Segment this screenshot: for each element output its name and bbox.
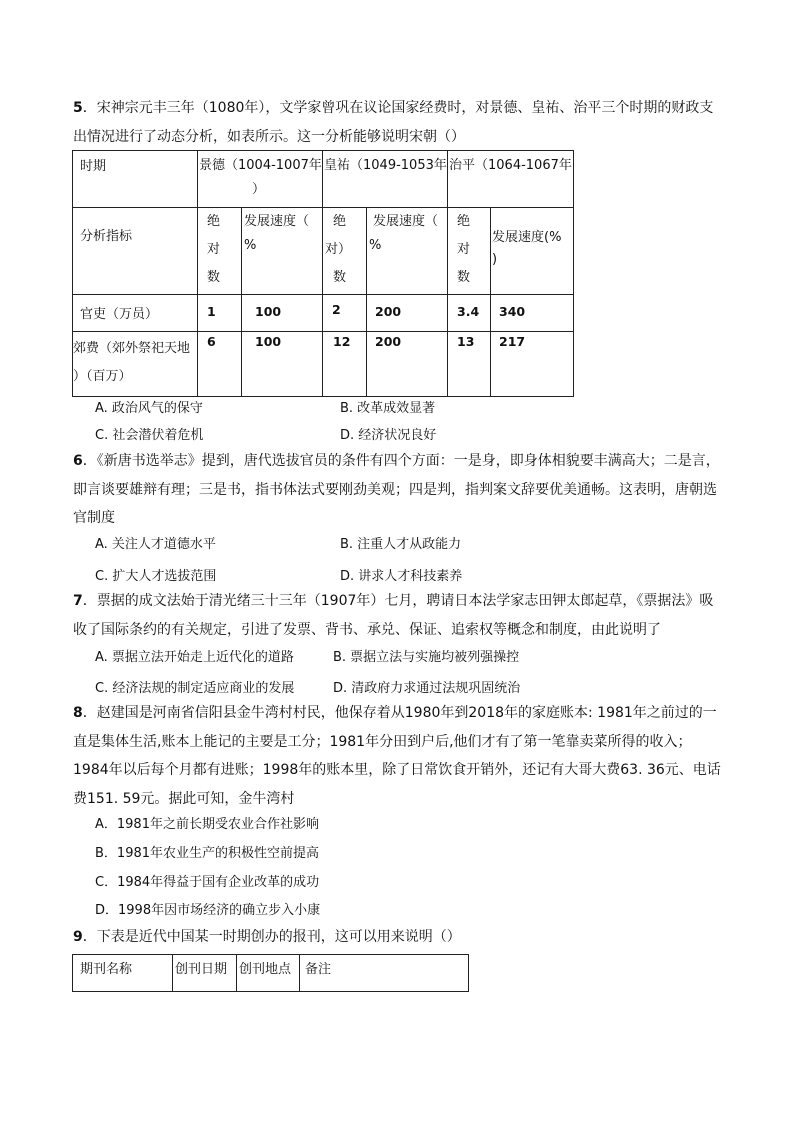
question-8-stem: ．赵建国是河南省信阳县金牛湾村村民，他保存着从1980年到2018年的家庭账本: 1981年之前过的一直是集体生活,账本上能记的主要是工分；1981年分田到户后,他们才有了第一笔靠卖菜所得的收入；1984年以后每个月都有进账；1998年的账本里，除了日常饮食开销外，还记有大哥大费63. 36元、电话费151. 59元。据此可知，金牛湾村 — [73, 705, 721, 807]
question-9-table — [72, 954, 469, 992]
table-cell — [242, 295, 323, 332]
table-header-cell — [173, 955, 237, 992]
q8-option-d[interactable]: D．1998年因市场经济的确立步入小康 — [95, 903, 321, 918]
row-label-sacrifice-1: 郊费（郊外祭祀天地 — [73, 341, 191, 356]
header-speed-pct-3: ) — [492, 252, 498, 267]
header-speed-pct-2: % — [369, 238, 382, 253]
table-cell — [491, 332, 574, 397]
header-abs2-2: 对） — [325, 242, 352, 257]
header-jingde: 景德（1004-1007年 — [199, 158, 322, 173]
table-header-cell — [448, 151, 574, 208]
header-speed-3: 发展速度(% — [492, 230, 562, 245]
q6-option-a[interactable]: A. 关注人才道德水平 — [95, 537, 216, 552]
header-founding-place: 创刊地点 — [239, 962, 292, 977]
header-abs3-1: 绝 — [457, 214, 471, 229]
header-founding-date: 创刊日期 — [175, 962, 228, 977]
header-abs3-2: 对 — [457, 242, 471, 257]
header-speed-1: 发展速度（ — [244, 214, 310, 229]
header-huangyou: 皇祐（1049-1053年 — [324, 158, 447, 173]
cell-value: 12 — [333, 334, 351, 349]
q7-option-b[interactable]: B. 票据立法与实施均被列强操控 — [333, 650, 520, 665]
table-header-cell — [367, 208, 448, 295]
table-row — [73, 332, 574, 397]
table-header-cell — [237, 955, 300, 992]
q8-option-c[interactable]: C．1984年得益于国有企业改革的成功 — [95, 875, 320, 890]
table-header-cell — [448, 208, 491, 295]
cell-value: 200 — [375, 304, 402, 319]
header-period: 时期 — [80, 159, 107, 174]
header-abs-3: 数 — [207, 270, 221, 285]
cell-value: 6 — [207, 334, 216, 349]
question-6-stem: ．《新唐书选举志》提到，唐代选拔官员的条件有四个方面：一是身，即身体相貌要丰满高大；二是言，即言谈要雄辩有理；三是书，指书体法式要刚劲美观；四是判，指判案文辞要优美通畅。这表明，唐朝选官制度 — [73, 453, 720, 526]
header-abs-1: 绝 — [207, 214, 221, 229]
cell-value: 2 — [332, 302, 341, 317]
table-header-cell — [73, 208, 198, 295]
question-9-text — [73, 923, 723, 952]
table-header-cell — [300, 955, 469, 992]
table-header-cell — [491, 208, 574, 295]
q5-option-d[interactable]: D. 经济状况良好 — [340, 428, 437, 443]
question-6-text — [73, 447, 723, 533]
table-cell — [367, 295, 448, 332]
question-7-stem: ．票据的成文法始于清光绪三十三年（1907年）七月，聘请日本法学家志田钾太郎起草，《票据法》吸收了国际条约的有关规定，引进了发票、背书、承兑、保证、追索权等概念和制度，由此说明了 — [73, 593, 714, 638]
header-abs3-3: 数 — [457, 270, 471, 285]
row-label-sacrifice-2: ）（百万） — [73, 369, 132, 384]
row-label-officials: 官吏（万员） — [80, 307, 159, 322]
q8-option-a[interactable]: A．1981年之前长期受农业合作社影响 — [95, 817, 319, 832]
table-header-cell — [198, 208, 242, 295]
question-9-number: 9 — [73, 929, 83, 945]
table-header-cell — [242, 208, 323, 295]
header-remarks: 备注 — [305, 962, 332, 977]
table-cell — [323, 295, 367, 332]
table-header-cell — [323, 208, 367, 295]
table-cell — [448, 295, 491, 332]
question-5-number: 5 — [73, 100, 83, 116]
header-journal-name: 期刊名称 — [80, 962, 133, 977]
cell-value: 1 — [207, 304, 216, 319]
q7-option-a[interactable]: A. 票据立法开始走上近代化的道路 — [95, 650, 294, 665]
row-label-cell — [73, 332, 198, 397]
table-row — [73, 295, 574, 332]
table-cell — [448, 332, 491, 397]
question-8-number: 8 — [73, 705, 83, 721]
header-abs2-1: 绝 — [333, 214, 347, 229]
question-7-number: 7 — [73, 593, 83, 609]
question-7-text — [73, 587, 723, 644]
cell-value: 200 — [375, 334, 402, 349]
header-abs2-3: 数 — [333, 270, 347, 285]
q5-option-c[interactable]: C. 社会潜伏着危机 — [95, 428, 204, 443]
q5-option-a[interactable]: A. 政治风气的保守 — [95, 401, 203, 416]
table-cell — [198, 332, 242, 397]
question-5-text — [73, 94, 723, 151]
cell-value: 340 — [499, 304, 526, 319]
table-cell — [367, 332, 448, 397]
header-jingde-close: ） — [252, 182, 266, 197]
table-cell — [242, 332, 323, 397]
q5-option-b[interactable]: B. 改革成效显著 — [340, 401, 436, 416]
header-abs-2: 对 — [207, 242, 221, 257]
question-8-text — [73, 699, 723, 813]
header-speed-pct-1: % — [244, 238, 257, 253]
table-header-cell — [198, 151, 323, 208]
table-cell — [323, 332, 367, 397]
table-cell — [198, 295, 242, 332]
question-5-table — [72, 150, 574, 397]
cell-value: 100 — [255, 304, 282, 319]
cell-value: 13 — [457, 334, 475, 349]
header-indicator: 分析指标 — [80, 229, 133, 244]
row-label-cell — [73, 295, 198, 332]
table-header-cell — [73, 151, 198, 208]
cell-value: 100 — [255, 334, 282, 349]
table-cell — [491, 295, 574, 332]
table-header-cell — [323, 151, 448, 208]
question-5-stem: ．宋神宗元丰三年（1080年），文学家曾巩在议论国家经费时，对景德、皇祐、治平三个时期的财政支出情况进行了动态分析，如表所示。这一分析能够说明宋朝（） — [73, 100, 714, 145]
table-header-cell — [73, 955, 173, 992]
header-zhiping: 治平（1064-1067年 — [449, 158, 572, 173]
cell-value: 3.4 — [457, 304, 480, 319]
q7-option-d[interactable]: D. 清政府力求通过法规巩固统治 — [333, 681, 521, 696]
header-speed-2: 发展速度（ — [373, 214, 439, 229]
q6-option-b[interactable]: B. 注重人才从政能力 — [340, 537, 462, 552]
q7-option-c[interactable]: C. 经济法规的制定适应商业的发展 — [95, 681, 295, 696]
table-row — [73, 955, 469, 992]
q8-option-b[interactable]: B．1981年农业生产的积极性空前提高 — [95, 846, 320, 861]
question-9-stem: ．下表是近代中国某一时期创办的报刊，这可以用来说明（） — [82, 929, 461, 945]
cell-value: 217 — [499, 334, 526, 349]
q6-option-d[interactable]: D. 讲求人才科技素养 — [340, 569, 463, 584]
q6-option-c[interactable]: C. 扩大人才选拔范围 — [95, 569, 217, 584]
question-6-number: 6 — [73, 453, 83, 469]
